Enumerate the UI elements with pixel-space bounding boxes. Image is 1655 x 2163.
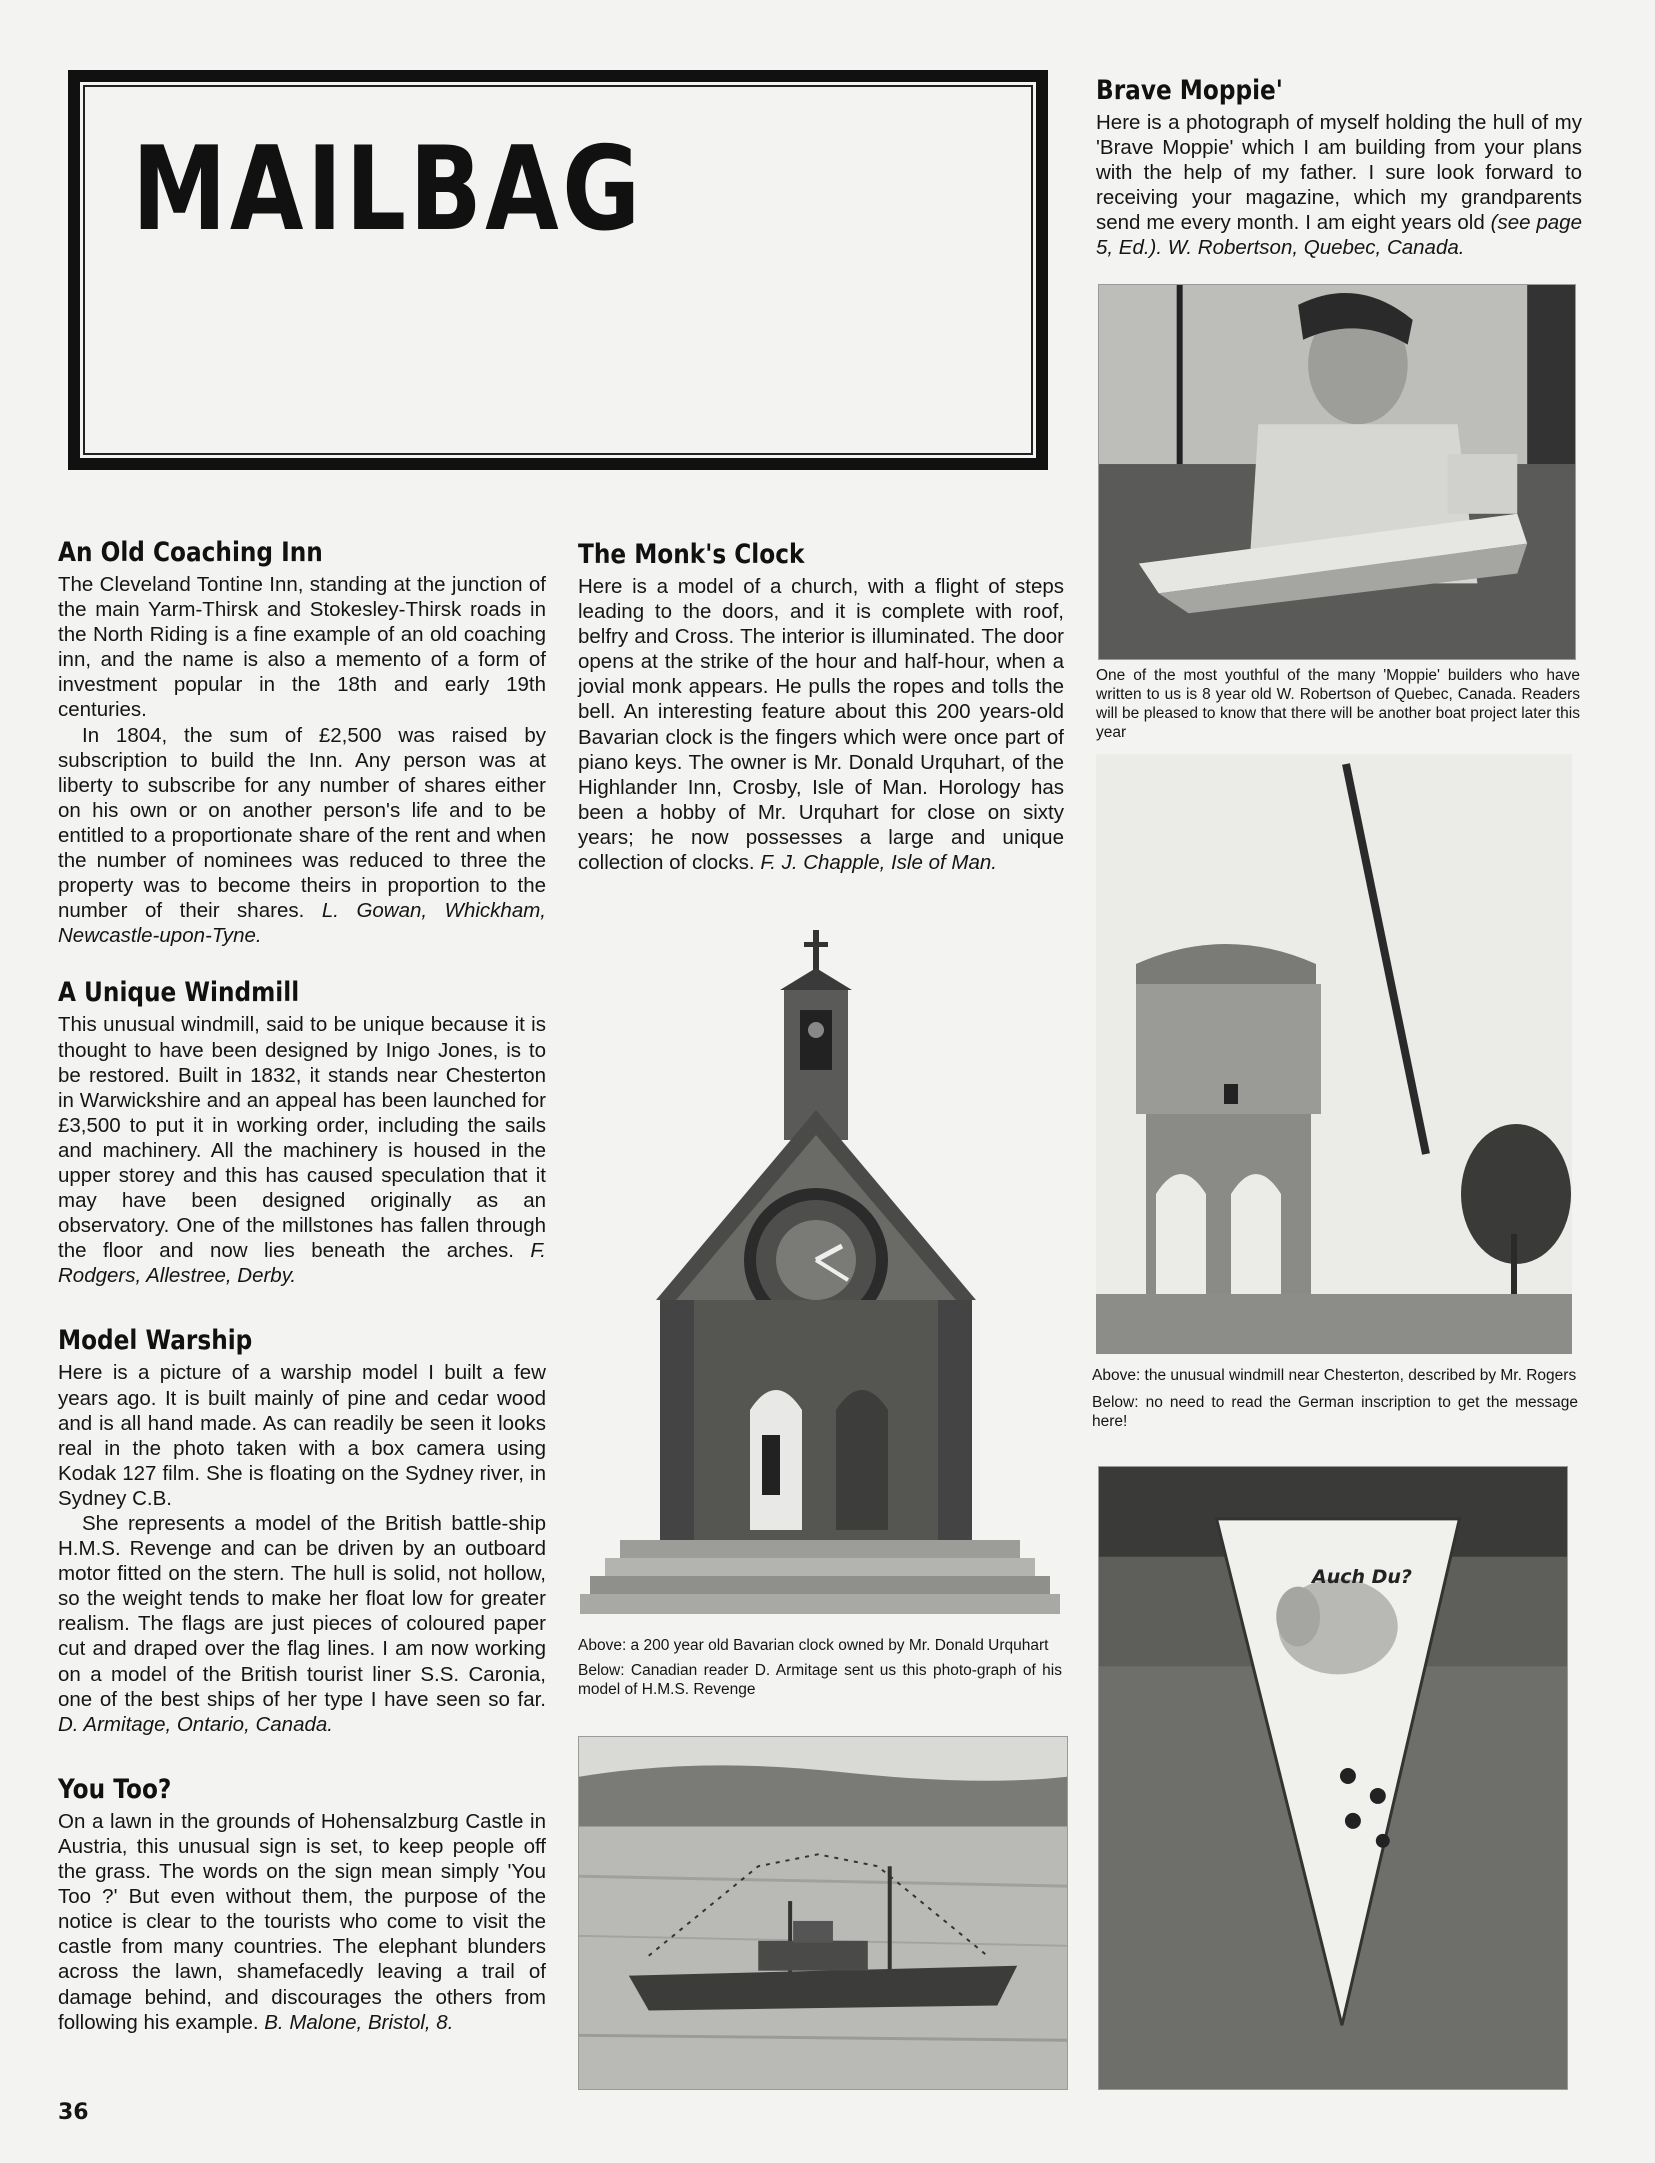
clock-captions (578, 1636, 1062, 1699)
article-heading: The Monk's Clock (578, 539, 805, 570)
moppie-caption (1096, 666, 1580, 742)
article-signature: D. Armitage, Ontario, Canada. (58, 1712, 333, 1736)
windmill-captions (1092, 1366, 1578, 1431)
elephant-sign-illustration (1099, 1467, 1567, 2089)
boy-with-hull-illustration (1099, 285, 1575, 659)
article-paragraph: On a lawn in the grounds of Hohensalzburg Castle in Austria, this unusual sign is set, to keep people off the grass. The words on the sign mean simply 'You Too ?' But even without them, the purpose of the notice is clear to the tourists who come to visit the castle from many countries. The elephant blunders across the lawn, shamefacedly leaving a trail of damage behind, and discourages the others from following his example. B. Malone, Bristol, 8. (58, 1809, 546, 2034)
article-monks-clock (578, 540, 1064, 875)
article-paragraph: The Cleveland Tontine Inn, standing at the junction of the main Yarm-Thirsk and Stokesley-Thirsk roads in the North Riding is a fine example of an old coaching inn, and the name is also a memento of a form of investment popular in the 18th and early 19th centuries. (58, 573, 546, 722)
clock-illustration (580, 930, 1060, 1630)
windmill-illustration (1096, 754, 1572, 1354)
warship-illustration (579, 1737, 1067, 2089)
article-brave-moppie (1096, 76, 1582, 261)
article-heading: You Too? (58, 1773, 172, 1805)
editor-note: (see page 5, Ed.). (1096, 211, 1582, 260)
article-paragraph: In 1804, the sum of £2,500 was raised by subscription to build the Inn. Any person was at liberty to subscribe for any number of shares either on his own or on another person's life and to be entitled to a proportionate share of the rent and when the number of nominees was reduced to three the property was to become theirs in proportion to the number of their shares. L. Gowan, Whickham, Newcastle-upon-Tyne. (58, 723, 547, 948)
page-number: 36 (58, 2100, 89, 2125)
article-heading: Model Warship (58, 1325, 253, 1357)
column-left (58, 538, 546, 2073)
article-signature: F. Rodgers, Allestree, Derby. (58, 1239, 546, 1288)
article-heading: Brave Moppie' (1096, 75, 1283, 106)
article-you-too (58, 1775, 546, 2035)
article-warship (58, 1326, 546, 1736)
moppie-boy-photo (1098, 284, 1576, 660)
warship-photo (578, 1736, 1068, 2090)
article-windmill (58, 978, 546, 1288)
article-signature: B. Malone, Bristol, 8. (264, 2010, 454, 2034)
sign-photo (1098, 1466, 1568, 2090)
article-paragraph: Here is a model of a church, with a flight of steps leading to the doors, and it is complete with roof, belfry and Cross. The interior is illuminated. The door opens at the strike of the hour and half-hour, when a jovial monk appears. He pulls the ropes and tolls the bell. An interesting feature about this 200 years-old Bavarian clock is the fingers which were once part of piano keys. The owner is Mr. Donald Urquhart, of the Highlander Inn, Crosby, Isle of Man. Horology has been a hobby of Mr. Urquhart for close on sixty years; he now possesses a large and unique collection of clocks. F. J. Chapple, Isle of Man. (578, 575, 1064, 875)
article-signature: L. Gowan, Whickham, Newcastle-upon-Tyne. (58, 899, 547, 948)
column-right (1096, 76, 1582, 261)
article-heading: A Unique Windmill (58, 977, 300, 1009)
mailbag-masthead (68, 70, 1048, 470)
article-signature: F. J. Chapple, Isle of Man. (760, 851, 997, 875)
clock-photo (580, 930, 1060, 1630)
article-signature: W. Robertson, Quebec, Canada. (1167, 236, 1465, 260)
caption-sign: Below: no need to read the German inscription to get the message here! (1092, 1394, 1578, 1430)
article-coaching-inn (58, 538, 546, 948)
article-paragraph: This unusual windmill, said to be unique because it is thought to have been designed by Inigo Jones, is to be restored. Built in 1832, it stands near Chesterton in Warwickshire and an appeal has been launched for £3,500 to put it in working order, including the sails and machinery. All the machinery is housed in the upper storey and this has caused speculation that it may have been designed originally as an observatory. One of the millstones has fallen through the floor and now lies beneath the arches. F. Rodgers, Allestree, Derby. (58, 1013, 546, 1288)
masthead-title: MAILBAG (132, 122, 644, 257)
caption-windmill: Above: the unusual windmill near Chesterton, described by Mr. Rogers (1092, 1367, 1577, 1384)
sign-text: Auch Du? (1312, 1566, 1412, 1588)
article-heading: An Old Coaching Inn (58, 537, 323, 568)
caption-warship: Below: Canadian reader D. Armitage sent us this photo-graph of his model of H.M.S. Revenge (578, 1662, 1062, 1698)
caption-moppie: One of the most youthful of the many 'Moppie' builders who have written to us is 8 year old W. Robertson of Quebec, Canada. Readers will be pleased to know that there will be another boat project later this year (1096, 667, 1580, 741)
column-middle (578, 540, 1064, 913)
article-paragraph: Here is a photograph of myself holding the hull of my 'Brave Moppie' which I am building from your plans with the help of my father. I sure look forward to receiving your magazine, which my grandparents send me every month. I am eight years old (see page 5, Ed.). W. Robertson, Quebec, Canada. (1096, 111, 1582, 260)
article-paragraph: She represents a model of the British battle-ship H.M.S. Revenge and can be driven by an outboard motor fitted on the stern. The hull is solid, not hollow, so the weight tends to make her float low for greater realism. The flags are just pieces of coloured paper cut and draped over the flag lines. I am now working on a model of the British tourist liner S.S. Caronia, one of the best ships of her type I have seen so far. D. Armitage, Ontario, Canada. (58, 1512, 546, 1736)
caption-clock: Above: a 200 year old Bavarian clock owned by Mr. Donald Urquhart (578, 1637, 1049, 1654)
windmill-photo (1096, 754, 1572, 1354)
article-paragraph: Here is a picture of a warship model I built a few years ago. It is built mainly of pine and cedar wood and is all hand made. As can readily be seen it looks real in the photo taken with a box camera using Kodak 127 film. She is floating on the Sydney river, in Sydney C.B. (58, 1361, 546, 1510)
